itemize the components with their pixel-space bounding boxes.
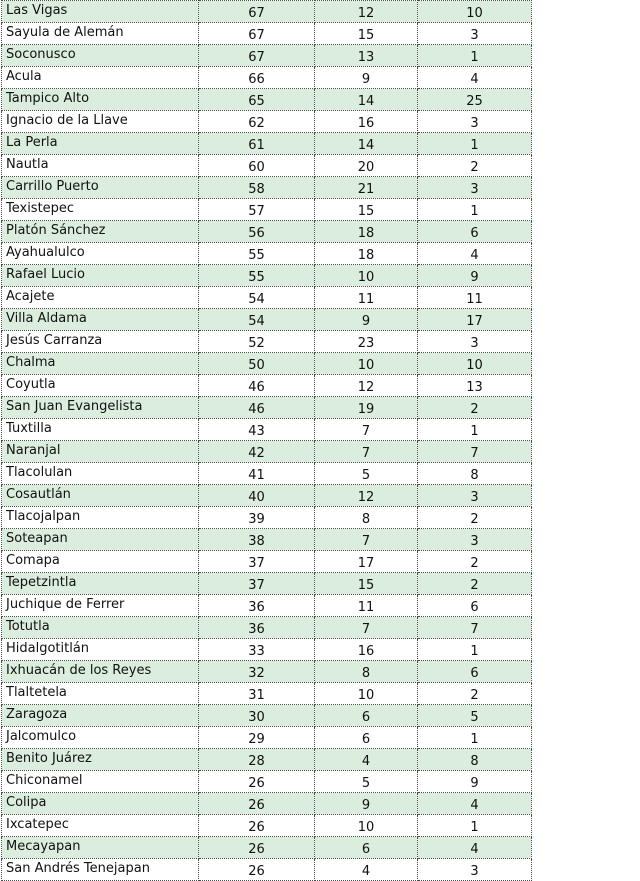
table-row: [2, 67, 532, 89]
value-col-3-cell: 3: [418, 859, 532, 881]
value-col-2-cell: 10: [315, 683, 418, 705]
municipality-name-cell: Coyutla: [2, 375, 199, 397]
table-row: [2, 573, 532, 595]
value-col-2-cell: 6: [315, 727, 418, 749]
value-col-1-cell: 29: [199, 727, 315, 749]
municipality-name-cell: Chiconamel: [2, 771, 199, 793]
value-col-2-cell: 12: [315, 375, 418, 397]
value-col-1-cell: 46: [199, 375, 315, 397]
value-col-2-cell: 4: [315, 859, 418, 881]
value-col-1-cell: 43: [199, 419, 315, 441]
data-table-container: [1, 0, 531, 881]
table-row: [2, 815, 532, 837]
value-col-1-cell: 67: [199, 1, 315, 23]
municipality-name-cell: Las Vigas: [2, 1, 199, 23]
municipality-name-cell: San Andrés Tenejapan: [2, 859, 199, 881]
table-row: [2, 617, 532, 639]
municipality-name-cell: Ixcatepec: [2, 815, 199, 837]
value-col-3-cell: 1: [418, 815, 532, 837]
value-col-1-cell: 62: [199, 111, 315, 133]
value-col-2-cell: 6: [315, 837, 418, 859]
table-row: [2, 243, 532, 265]
value-col-1-cell: 67: [199, 23, 315, 45]
table-row: [2, 837, 532, 859]
municipality-name-cell: Acajete: [2, 287, 199, 309]
value-col-3-cell: 2: [418, 551, 532, 573]
municipality-name-cell: Tepetzintla: [2, 573, 199, 595]
table-row: [2, 331, 532, 353]
value-col-2-cell: 8: [315, 661, 418, 683]
value-col-2-cell: 15: [315, 199, 418, 221]
table-body: [2, 1, 532, 881]
value-col-1-cell: 54: [199, 309, 315, 331]
table-row: [2, 375, 532, 397]
value-col-2-cell: 23: [315, 331, 418, 353]
value-col-2-cell: 21: [315, 177, 418, 199]
value-col-3-cell: 25: [418, 89, 532, 111]
value-col-1-cell: 46: [199, 397, 315, 419]
value-col-1-cell: 66: [199, 67, 315, 89]
value-col-1-cell: 30: [199, 705, 315, 727]
value-col-2-cell: 12: [315, 1, 418, 23]
value-col-1-cell: 65: [199, 89, 315, 111]
table-row: [2, 23, 532, 45]
value-col-3-cell: 7: [418, 441, 532, 463]
table-row: [2, 485, 532, 507]
value-col-3-cell: 17: [418, 309, 532, 331]
municipality-name-cell: Tampico Alto: [2, 89, 199, 111]
table-row: [2, 155, 532, 177]
value-col-3-cell: 2: [418, 397, 532, 419]
table-row: [2, 859, 532, 881]
value-col-2-cell: 13: [315, 45, 418, 67]
value-col-3-cell: 3: [418, 331, 532, 353]
value-col-2-cell: 11: [315, 595, 418, 617]
table-row: [2, 705, 532, 727]
municipality-name-cell: Tlacojalpan: [2, 507, 199, 529]
value-col-1-cell: 33: [199, 639, 315, 661]
municipality-name-cell: Colipa: [2, 793, 199, 815]
municipality-name-cell: Rafael Lucio: [2, 265, 199, 287]
value-col-3-cell: 4: [418, 793, 532, 815]
value-col-3-cell: 4: [418, 243, 532, 265]
value-col-2-cell: 14: [315, 133, 418, 155]
table-row: [2, 133, 532, 155]
municipality-name-cell: Jesús Carranza: [2, 331, 199, 353]
municipality-name-cell: Jalcomulco: [2, 727, 199, 749]
value-col-2-cell: 7: [315, 529, 418, 551]
value-col-3-cell: 1: [418, 727, 532, 749]
table-row: [2, 287, 532, 309]
value-col-2-cell: 4: [315, 749, 418, 771]
value-col-2-cell: 11: [315, 287, 418, 309]
table-row: [2, 1, 532, 23]
municipality-name-cell: Ignacio de la Llave: [2, 111, 199, 133]
value-col-1-cell: 38: [199, 529, 315, 551]
municipality-name-cell: Texistepec: [2, 199, 199, 221]
value-col-2-cell: 7: [315, 419, 418, 441]
municipality-name-cell: Ayahualulco: [2, 243, 199, 265]
value-col-2-cell: 18: [315, 243, 418, 265]
municipality-name-cell: San Juan Evangelista: [2, 397, 199, 419]
municipality-name-cell: Acula: [2, 67, 199, 89]
value-col-3-cell: 1: [418, 45, 532, 67]
value-col-1-cell: 37: [199, 573, 315, 595]
value-col-2-cell: 12: [315, 485, 418, 507]
value-col-1-cell: 36: [199, 617, 315, 639]
table-row: [2, 595, 532, 617]
value-col-1-cell: 41: [199, 463, 315, 485]
table-row: [2, 793, 532, 815]
value-col-1-cell: 60: [199, 155, 315, 177]
value-col-2-cell: 15: [315, 573, 418, 595]
municipality-name-cell: Benito Juárez: [2, 749, 199, 771]
value-col-2-cell: 19: [315, 397, 418, 419]
value-col-3-cell: 9: [418, 771, 532, 793]
value-col-3-cell: 3: [418, 177, 532, 199]
municipality-name-cell: Cosautlán: [2, 485, 199, 507]
value-col-3-cell: 2: [418, 683, 532, 705]
table-row: [2, 683, 532, 705]
value-col-3-cell: 10: [418, 1, 532, 23]
value-col-2-cell: 15: [315, 23, 418, 45]
value-col-1-cell: 40: [199, 485, 315, 507]
value-col-3-cell: 7: [418, 617, 532, 639]
table-row: [2, 89, 532, 111]
value-col-1-cell: 37: [199, 551, 315, 573]
value-col-1-cell: 28: [199, 749, 315, 771]
table-row: [2, 265, 532, 287]
table-row: [2, 419, 532, 441]
municipality-name-cell: Soteapan: [2, 529, 199, 551]
table-row: [2, 529, 532, 551]
value-col-1-cell: 26: [199, 815, 315, 837]
value-col-3-cell: 3: [418, 485, 532, 507]
value-col-1-cell: 26: [199, 859, 315, 881]
value-col-2-cell: 9: [315, 67, 418, 89]
value-col-1-cell: 26: [199, 793, 315, 815]
value-col-2-cell: 10: [315, 265, 418, 287]
table-row: [2, 661, 532, 683]
table-row: [2, 551, 532, 573]
value-col-3-cell: 9: [418, 265, 532, 287]
table-row: [2, 221, 532, 243]
municipality-name-cell: Carrillo Puerto: [2, 177, 199, 199]
value-col-2-cell: 18: [315, 221, 418, 243]
value-col-1-cell: 61: [199, 133, 315, 155]
table-row: [2, 353, 532, 375]
value-col-3-cell: 6: [418, 221, 532, 243]
value-col-1-cell: 36: [199, 595, 315, 617]
value-col-3-cell: 3: [418, 529, 532, 551]
value-col-1-cell: 58: [199, 177, 315, 199]
table-row: [2, 507, 532, 529]
value-col-2-cell: 17: [315, 551, 418, 573]
value-col-1-cell: 56: [199, 221, 315, 243]
table-row: [2, 639, 532, 661]
value-col-3-cell: 6: [418, 661, 532, 683]
value-col-1-cell: 42: [199, 441, 315, 463]
value-col-1-cell: 26: [199, 837, 315, 859]
value-col-3-cell: 1: [418, 133, 532, 155]
value-col-2-cell: 10: [315, 353, 418, 375]
table-row: [2, 441, 532, 463]
value-col-1-cell: 26: [199, 771, 315, 793]
value-col-1-cell: 57: [199, 199, 315, 221]
value-col-1-cell: 50: [199, 353, 315, 375]
value-col-2-cell: 16: [315, 639, 418, 661]
value-col-2-cell: 6: [315, 705, 418, 727]
value-col-3-cell: 4: [418, 67, 532, 89]
value-col-2-cell: 5: [315, 463, 418, 485]
value-col-2-cell: 7: [315, 441, 418, 463]
municipality-name-cell: Naranjal: [2, 441, 199, 463]
table-row: [2, 397, 532, 419]
value-col-1-cell: 31: [199, 683, 315, 705]
value-col-2-cell: 9: [315, 309, 418, 331]
value-col-2-cell: 5: [315, 771, 418, 793]
value-col-1-cell: 67: [199, 45, 315, 67]
municipality-name-cell: Juchique de Ferrer: [2, 595, 199, 617]
table-row: [2, 111, 532, 133]
municipality-table: [1, 0, 532, 881]
value-col-1-cell: 55: [199, 243, 315, 265]
municipality-name-cell: Tlaltetela: [2, 683, 199, 705]
municipality-name-cell: Hidalgotitlán: [2, 639, 199, 661]
value-col-1-cell: 39: [199, 507, 315, 529]
value-col-3-cell: 2: [418, 573, 532, 595]
municipality-name-cell: Nautla: [2, 155, 199, 177]
value-col-3-cell: 11: [418, 287, 532, 309]
value-col-3-cell: 3: [418, 111, 532, 133]
value-col-2-cell: 16: [315, 111, 418, 133]
municipality-name-cell: Comapa: [2, 551, 199, 573]
value-col-2-cell: 10: [315, 815, 418, 837]
value-col-2-cell: 9: [315, 793, 418, 815]
value-col-2-cell: 8: [315, 507, 418, 529]
municipality-name-cell: Platón Sánchez: [2, 221, 199, 243]
table-row: [2, 177, 532, 199]
table-row: [2, 309, 532, 331]
value-col-3-cell: 2: [418, 507, 532, 529]
value-col-1-cell: 32: [199, 661, 315, 683]
value-col-3-cell: 8: [418, 463, 532, 485]
value-col-3-cell: 1: [418, 639, 532, 661]
value-col-2-cell: 20: [315, 155, 418, 177]
municipality-name-cell: Ixhuacán de los Reyes: [2, 661, 199, 683]
municipality-name-cell: Villa Aldama: [2, 309, 199, 331]
table-row: [2, 199, 532, 221]
table-row: [2, 771, 532, 793]
municipality-name-cell: Chalma: [2, 353, 199, 375]
value-col-3-cell: 3: [418, 23, 532, 45]
municipality-name-cell: Zaragoza: [2, 705, 199, 727]
table-row: [2, 749, 532, 771]
value-col-3-cell: 1: [418, 419, 532, 441]
value-col-1-cell: 52: [199, 331, 315, 353]
value-col-3-cell: 4: [418, 837, 532, 859]
municipality-name-cell: La Perla: [2, 133, 199, 155]
value-col-1-cell: 55: [199, 265, 315, 287]
value-col-3-cell: 13: [418, 375, 532, 397]
table-row: [2, 463, 532, 485]
table-row: [2, 727, 532, 749]
municipality-name-cell: Tuxtilla: [2, 419, 199, 441]
municipality-name-cell: Soconusco: [2, 45, 199, 67]
value-col-3-cell: 8: [418, 749, 532, 771]
table-row: [2, 45, 532, 67]
value-col-3-cell: 6: [418, 595, 532, 617]
value-col-3-cell: 5: [418, 705, 532, 727]
value-col-3-cell: 1: [418, 199, 532, 221]
municipality-name-cell: Mecayapan: [2, 837, 199, 859]
value-col-2-cell: 14: [315, 89, 418, 111]
value-col-2-cell: 7: [315, 617, 418, 639]
value-col-3-cell: 2: [418, 155, 532, 177]
municipality-name-cell: Tlacolulan: [2, 463, 199, 485]
value-col-3-cell: 10: [418, 353, 532, 375]
value-col-1-cell: 54: [199, 287, 315, 309]
municipality-name-cell: Totutla: [2, 617, 199, 639]
municipality-name-cell: Sayula de Alemán: [2, 23, 199, 45]
